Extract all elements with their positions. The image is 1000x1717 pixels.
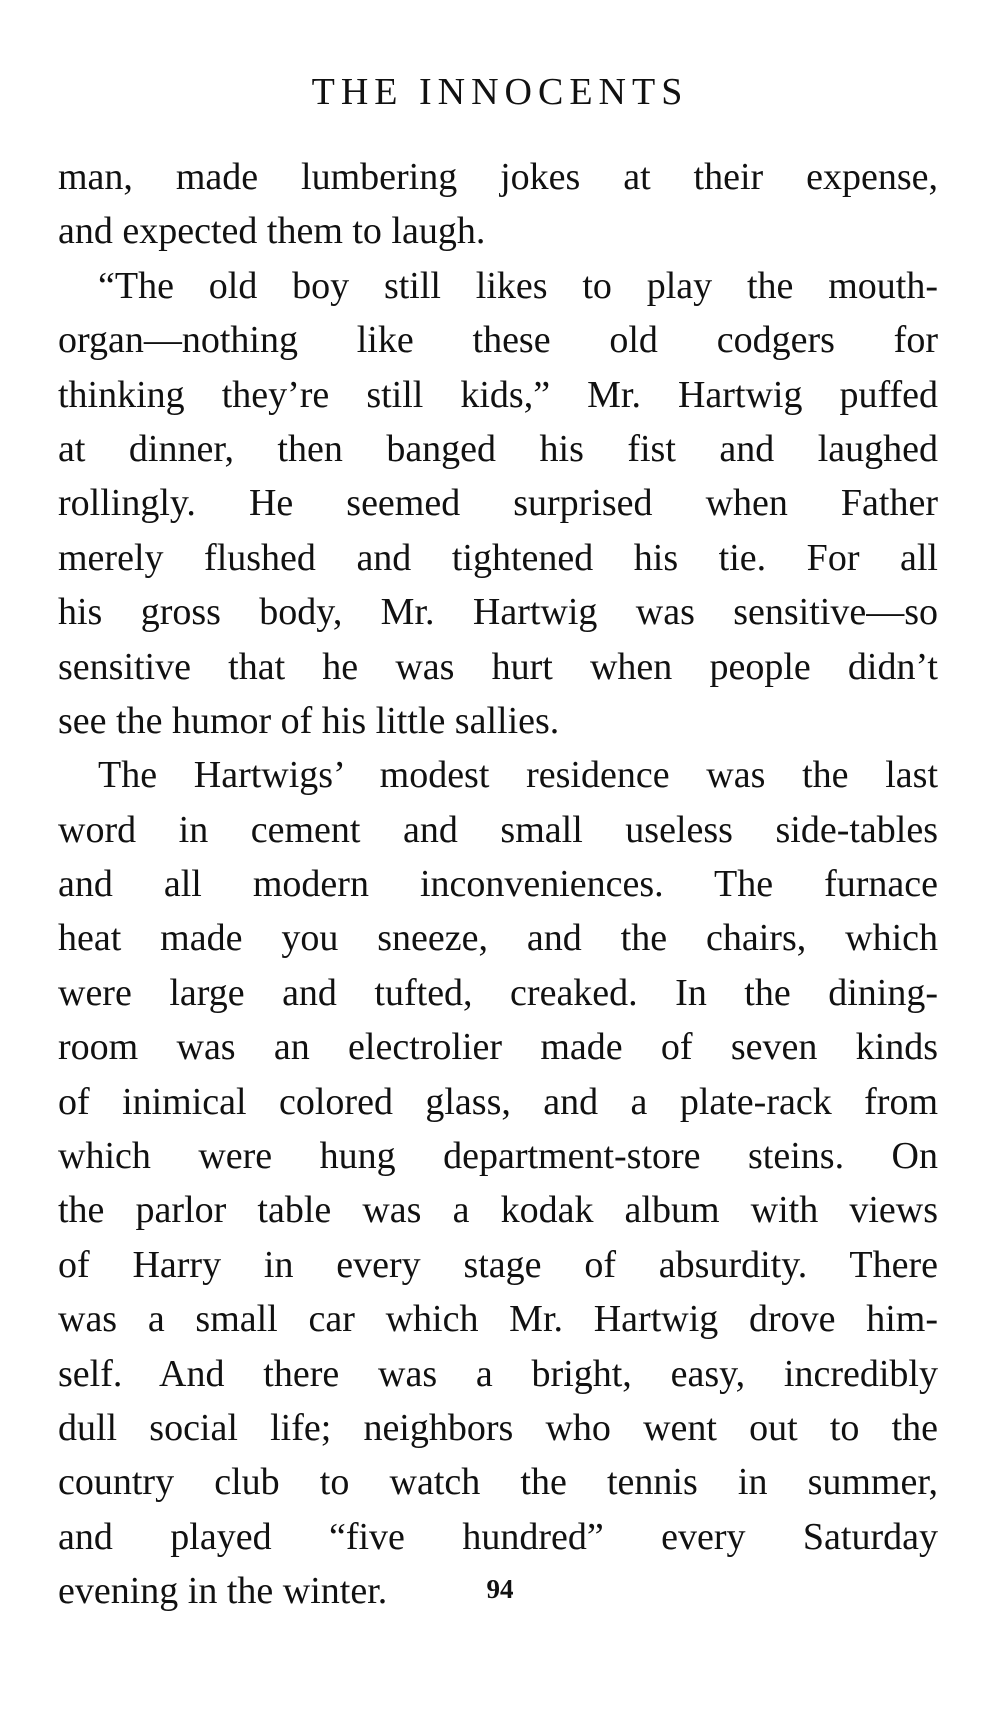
page-number: 94 <box>486 1574 514 1604</box>
text-line: The Hartwigs’ modest residence was the last <box>98 754 938 797</box>
running-head: THE INNOCENTS <box>311 71 689 113</box>
text-line: evening in the winter. <box>58 1570 388 1613</box>
text-line: man, made lumbering jokes at their expense, <box>58 156 938 198</box>
text-line: and all modern inconveniences. The furnace <box>58 863 938 906</box>
text-line: and played “five hundred” every Saturday <box>58 1515 938 1558</box>
text-line: were large and tufted, creaked. In the dining- <box>58 971 938 1014</box>
text-line: and expected them to laugh. <box>58 210 486 253</box>
text-line: dull social life; neighbors who went out to the <box>58 1406 938 1449</box>
text-line: was a small car which Mr. Hartwig drove him- <box>58 1298 938 1341</box>
text-line: merely flushed and tightened his tie. For all <box>58 536 938 579</box>
text-line: his gross body, Mr. Hartwig was sensitive—so <box>58 591 938 634</box>
text-line: organ—nothing like these old codgers for <box>58 319 938 362</box>
text-line: rollingly. He seemed surprised when Father <box>58 482 938 525</box>
text-line: country club to watch the tennis in summer, <box>58 1461 938 1504</box>
text-line: see the humor of his little sallies. <box>58 699 560 742</box>
text-line: word in cement and small useless side-tables <box>58 808 938 851</box>
text-line: thinking they’re still kids,” Mr. Hartwig puffed <box>58 373 938 416</box>
text-line: the parlor table was a kodak album with views <box>58 1189 938 1232</box>
text-line: which were hung department-store steins. On <box>58 1135 938 1178</box>
text-line: room was an electrolier made of seven kinds <box>58 1026 938 1069</box>
text-line: at dinner, then banged his fist and laughed <box>58 427 938 470</box>
text-line: self. And there was a bright, easy, incredibly <box>58 1352 938 1395</box>
text-line: “The old boy still likes to play the mouth- <box>98 264 938 307</box>
text-line: of Harry in every stage of absurdity. There <box>58 1243 938 1286</box>
text-line: of inimical colored glass, and a plate-rack from <box>58 1080 938 1123</box>
body-text <box>58 150 938 1619</box>
text-line: sensitive that he was hurt when people didn’t <box>58 645 938 688</box>
text-line: heat made you sneeze, and the chairs, which <box>58 917 938 960</box>
